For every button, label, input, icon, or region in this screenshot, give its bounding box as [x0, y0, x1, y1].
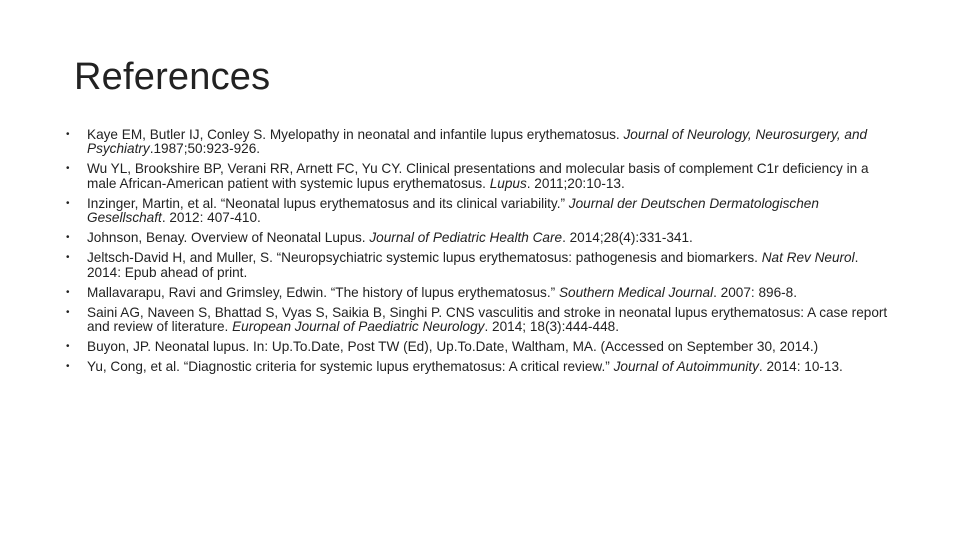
reference-text: Saini AG, Naveen S, Bhattad S, Vyas S, Saikia B, Singhi P. CNS vasculitis and stroke in neonatal lupus erythematosus: A case report and review of literature.	[87, 304, 888, 335]
reference-item	[66, 197, 896, 226]
reference-item	[66, 340, 896, 354]
reference-text: Yu, Cong, et al. “Diagnostic criteria for systemic lupus erythematosus: A critical review.”	[87, 359, 614, 375]
slide-title: References	[74, 56, 271, 98]
reference-item	[66, 286, 896, 300]
reference-list	[66, 128, 896, 380]
reference-item	[66, 306, 896, 335]
reference-citation: . 2014: Epub ahead of print.	[87, 250, 859, 280]
reference-journal: Journal of Autoimmunity	[613, 359, 759, 375]
reference-journal: Journal of Pediatric Health Care	[369, 230, 563, 246]
reference-journal: European Journal of Paediatric Neurology	[232, 319, 485, 335]
bullet-icon: •	[66, 341, 70, 353]
reference-text: Buyon, JP. Neonatal lupus. In: Up.To.Date, Post TW (Ed), Up.To.Date, Waltham, MA. (Accessed on September 30, 2014.)	[87, 339, 819, 355]
reference-item	[66, 162, 896, 191]
reference-journal: Journal der Deutschen Dermatologischen Gesellschaft	[87, 195, 819, 226]
reference-citation: . 2014; 18(3):444-448.	[484, 319, 620, 335]
reference-text: Inzinger, Martin, et al. “Neonatal lupus erythematosus and its clinical variability.”	[87, 195, 569, 211]
reference-item	[66, 360, 896, 374]
reference-journal: Southern Medical Journal	[558, 284, 714, 300]
bullet-icon: •	[66, 232, 70, 244]
reference-citation: .1987;50:923-926.	[149, 141, 261, 157]
reference-journal: Lupus	[489, 175, 527, 191]
reference-journal: Journal of Neurology, Neurosurgery, and Psychiatry	[87, 127, 868, 157]
bullet-icon: •	[66, 252, 70, 264]
reference-text: Kaye EM, Butler IJ, Conley S. Myelopathy in neonatal and infantile lupus erythematosus.	[87, 127, 624, 142]
bullet-icon: •	[66, 163, 70, 175]
reference-text: Jeltsch-David H, and Muller, S. “Neuropsychiatric systemic lupus erythematosus: pathogenesis and biomarkers.	[87, 250, 762, 266]
reference-citation: . 2014;28(4):331-341.	[562, 230, 693, 246]
reference-text: Mallavarapu, Ravi and Grimsley, Edwin. “The history of lupus erythematosus.”	[87, 284, 559, 300]
reference-journal: Nat Rev Neurol	[761, 250, 855, 266]
reference-text: Wu YL, Brookshire BP, Verani RR, Arnett FC, Yu CY. Clinical presentations and molecular basis of complement C1r deficiency in a male African-American patient with systemic lupus erythematosus.	[87, 161, 869, 191]
bullet-icon: •	[66, 306, 70, 318]
reference-item	[66, 128, 896, 157]
bullet-icon: •	[66, 286, 70, 298]
reference-item	[66, 231, 896, 245]
reference-citation: . 2007: 896-8.	[713, 284, 798, 300]
reference-item	[66, 251, 896, 280]
reference-text: Johnson, Benay. Overview of Neonatal Lupus.	[87, 230, 370, 246]
reference-citation: . 2012: 407-410.	[161, 210, 261, 226]
bullet-icon: •	[66, 197, 70, 209]
bullet-icon: •	[66, 361, 70, 373]
reference-citation: . 2011;20:10-13.	[526, 175, 625, 191]
reference-citation: . 2014: 10-13.	[758, 359, 843, 375]
bullet-icon: •	[66, 129, 70, 140]
